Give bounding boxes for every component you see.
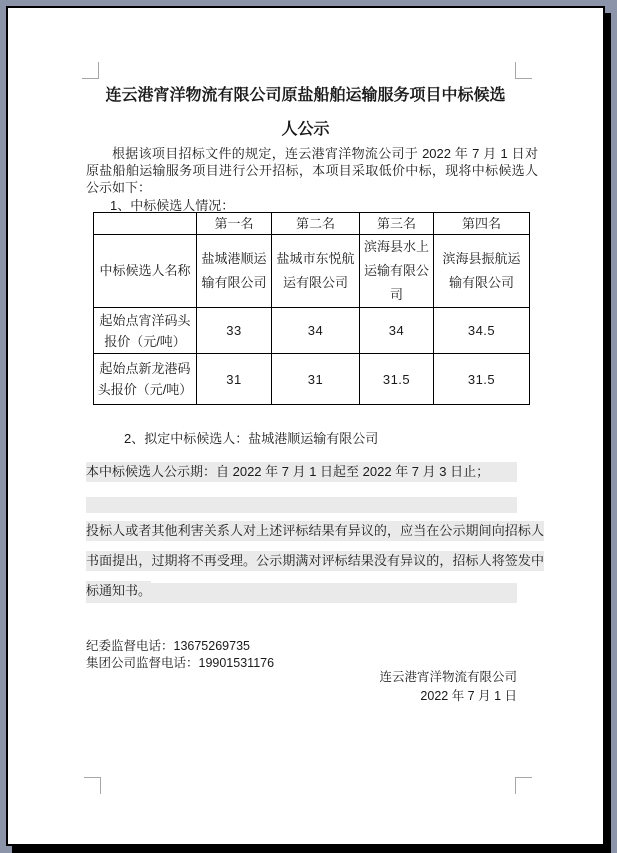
table-header-cell-rank4: 第四名 (434, 213, 530, 235)
objection-highlight: 投标人或者其他利害关系人对上述评标结果有异议的，应当在公示期间向招标人书面提出，过期将不再受理。公示期满对评标结果没有异议的，招标人将签发中标通知书。 (86, 521, 544, 601)
candidate-1-name: 盐城港顺运输有限公司 (197, 235, 272, 308)
table-header-cell-blank (94, 213, 197, 235)
empty-highlight-strip (86, 497, 517, 513)
margin-crop-mark-top-right (515, 62, 532, 79)
signature-date: 2022 年 7 月 1 日 (420, 689, 517, 703)
document-page (6, 6, 605, 846)
xiaoyang-price-4: 34.5 (434, 308, 530, 354)
candidate-3-name: 滨海县水上运输有限公司 (360, 235, 434, 308)
signature-block (8, 668, 517, 706)
list-item-1: 1、中标候选人情况： (110, 198, 235, 213)
table-row-xiaoyang-price (94, 308, 530, 354)
candidate-2-name: 盐城市东悦航运有限公司 (272, 235, 360, 308)
table-header-cell-rank2: 第二名 (272, 213, 360, 235)
xinlonggang-price-1: 31 (197, 354, 272, 405)
xinlonggang-price-4: 31.5 (434, 354, 530, 405)
objection-paragraph (86, 516, 544, 606)
group-phone-line: 集团公司监督电话：19901531176 (86, 656, 275, 670)
notice-period-highlight: 本中标候选人公示期：自 2022 年 7 月 1 日起至 2022 年 7 月 3 日止； (86, 462, 517, 482)
list-item-2: 2、拟定中标候选人：盐城港顺运输有限公司 (124, 431, 379, 446)
xinlonggang-price-2: 31 (272, 354, 360, 405)
table-header-cell-rank3: 第三名 (360, 213, 434, 235)
xiaoyang-price-2: 34 (272, 308, 360, 354)
contact-block (86, 638, 274, 672)
notice-period-line (86, 462, 517, 482)
row-label-xinlonggang-price: 起始点新龙港码头报价（元/吨） (94, 354, 197, 405)
discipline-phone-line: 纪委监督电话：13675269735 (86, 639, 250, 653)
candidate-4-name: 滨海县振航运输有限公司 (434, 235, 530, 308)
xiaoyang-price-3: 34 (360, 308, 434, 354)
xiaoyang-price-1: 33 (197, 308, 272, 354)
table-header-cell-rank1: 第一名 (197, 213, 272, 235)
intro-paragraph: 根据该项目招标文件的规定，连云港宵洋物流公司于 2022 年 7 月 1 日对原盐船舶运输服务项目进行公开招标，本项目采取低价中标，现将中标候选人公示如下： (86, 146, 538, 195)
row-label-xiaoyang-price: 起始点宵洋码头报价（元/吨） (94, 308, 197, 354)
document-title-line1: 连云港宵洋物流有限公司原盐船舶运输服务项目中标候选 (105, 87, 506, 104)
bid-candidates-table (93, 212, 530, 405)
signature-company: 连云港宵洋物流有限公司 (379, 670, 517, 684)
table-row-xinlonggang-price (94, 354, 530, 405)
margin-crop-mark-bottom-right (515, 777, 532, 794)
margin-crop-mark-top-left (82, 62, 99, 79)
document-title-line2: 人公示 (281, 121, 330, 138)
table-header-row (94, 213, 530, 235)
xinlonggang-price-3: 31.5 (360, 354, 434, 405)
margin-crop-mark-bottom-left (84, 777, 101, 794)
row-label-candidate-name: 中标候选人名称 (94, 235, 197, 308)
table-row-candidate-names (94, 235, 530, 308)
